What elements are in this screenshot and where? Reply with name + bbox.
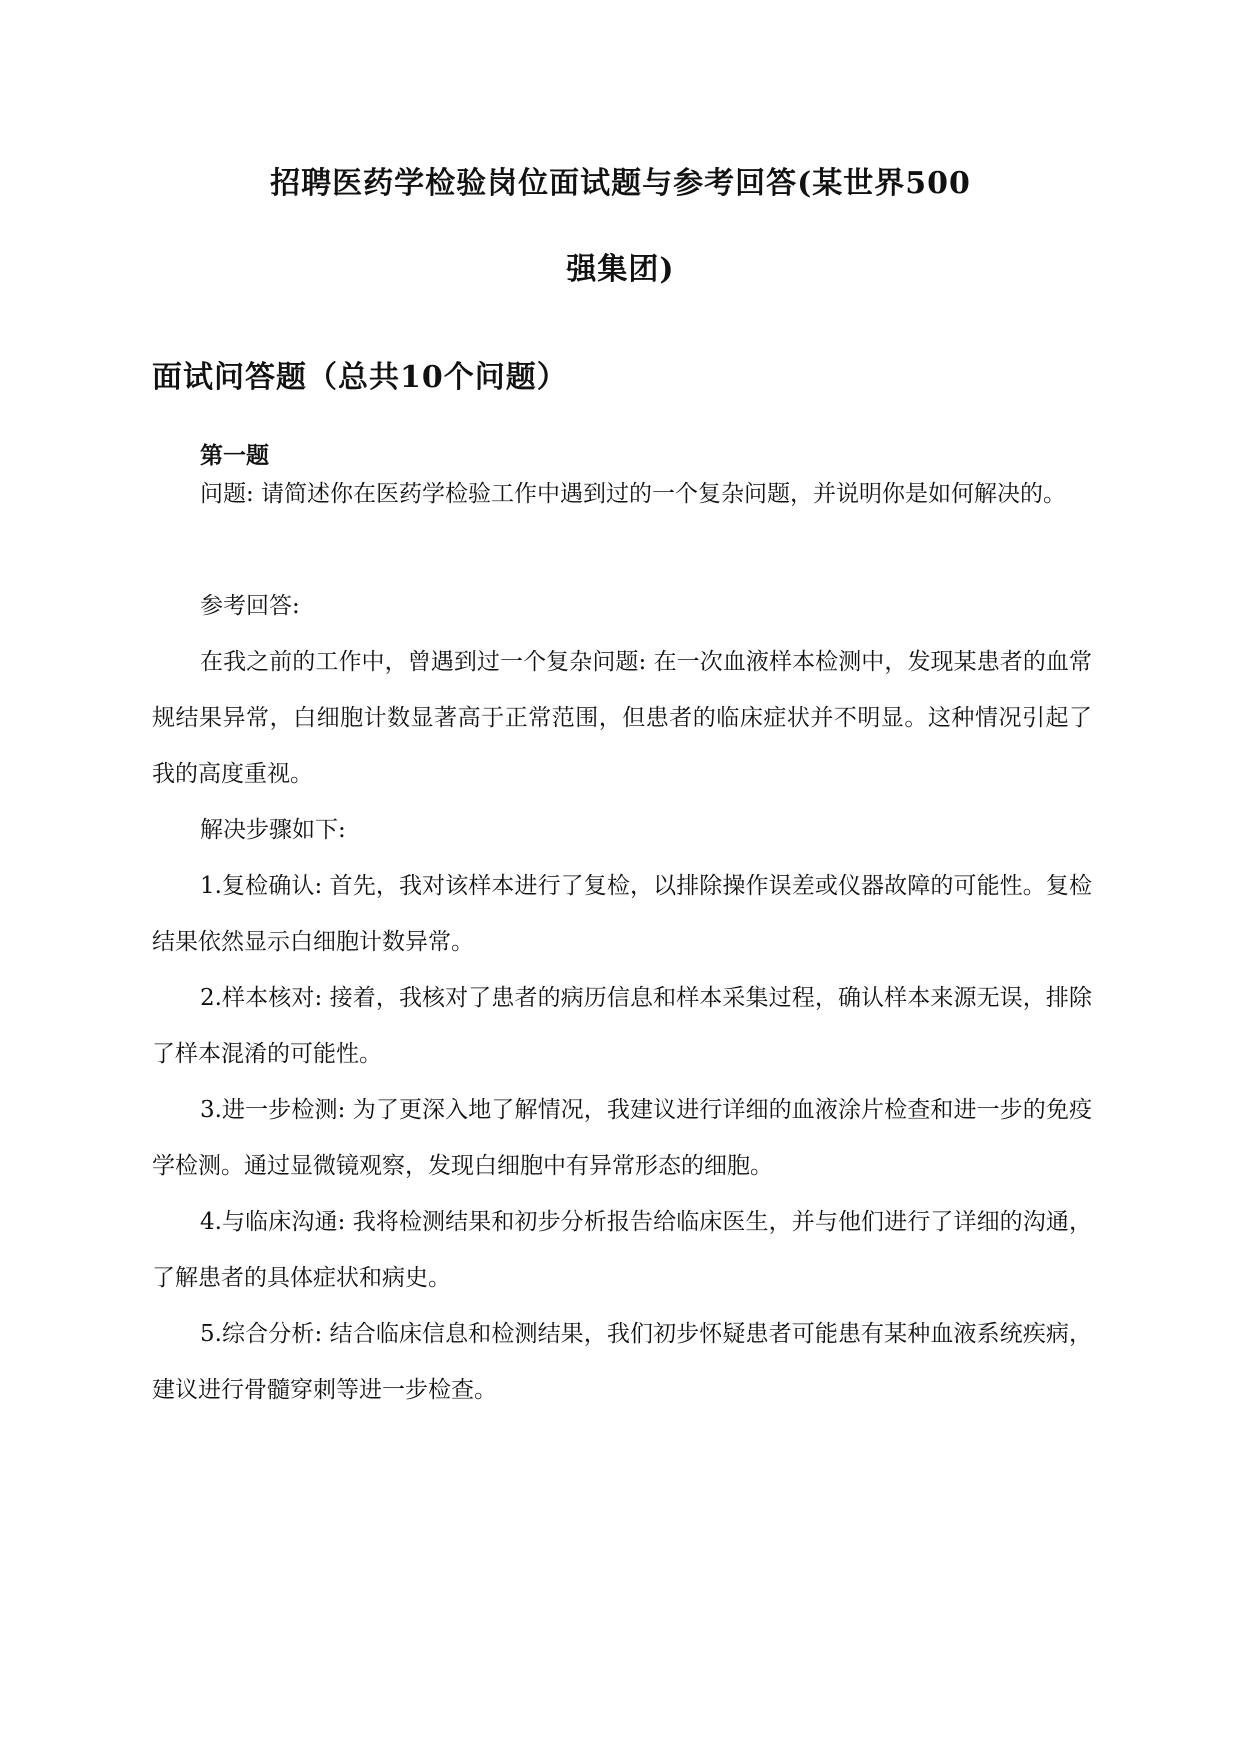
section-heading: 面试问答题（总共10个问题）	[152, 360, 568, 395]
step-1-paragraph: 1.复检确认: 首先，我对该样本进行了复检，以排除操作误差或仪器故障的可能性。复检结果依然显示白细胞计数异常。	[152, 873, 1092, 955]
question-1-text: 问题: 请简述你在医药学检验工作中遇到过的一个复杂问题，并说明你是如何解决的。	[200, 481, 1067, 507]
answer-label: 参考回答:	[200, 593, 300, 619]
steps-label: 解决步骤如下:	[200, 817, 346, 843]
step-5-paragraph: 5.综合分析: 结合临床信息和检测结果，我们初步怀疑患者可能患有某种血液系统疾病，建议进行骨髓穿刺等进一步检查。	[152, 1321, 1092, 1403]
step-3-paragraph: 3.进一步检测: 为了更深入地了解情况，我建议进行详细的血液涂片检查和进一步的免疫学检测。通过显微镜观察，发现白细胞中有异常形态的细胞。	[152, 1097, 1092, 1179]
step-4-paragraph: 4.与临床沟通: 我将检测结果和初步分析报告给临床医生，并与他们进行了详细的沟通，了解患者的具体症状和病史。	[152, 1209, 1092, 1291]
answer-intro-paragraph: 在我之前的工作中，曾遇到过一个复杂问题: 在一次血液样本检测中，发现某患者的血常规结果异常，白细胞计数显著高于正常范围，但患者的临床症状并不明显。这种情况引起了我的高度重视。	[152, 649, 1092, 787]
document-title-line-2: 强集团)	[566, 252, 675, 287]
step-2-paragraph: 2.样本核对: 接着，我核对了患者的病历信息和样本采集过程，确认样本来源无误，排除了样本混淆的可能性。	[152, 985, 1092, 1067]
question-1-heading: 第一题	[200, 442, 269, 469]
document-title-line-1: 招聘医药学检验岗位面试题与参考回答(某世界500	[270, 166, 971, 201]
